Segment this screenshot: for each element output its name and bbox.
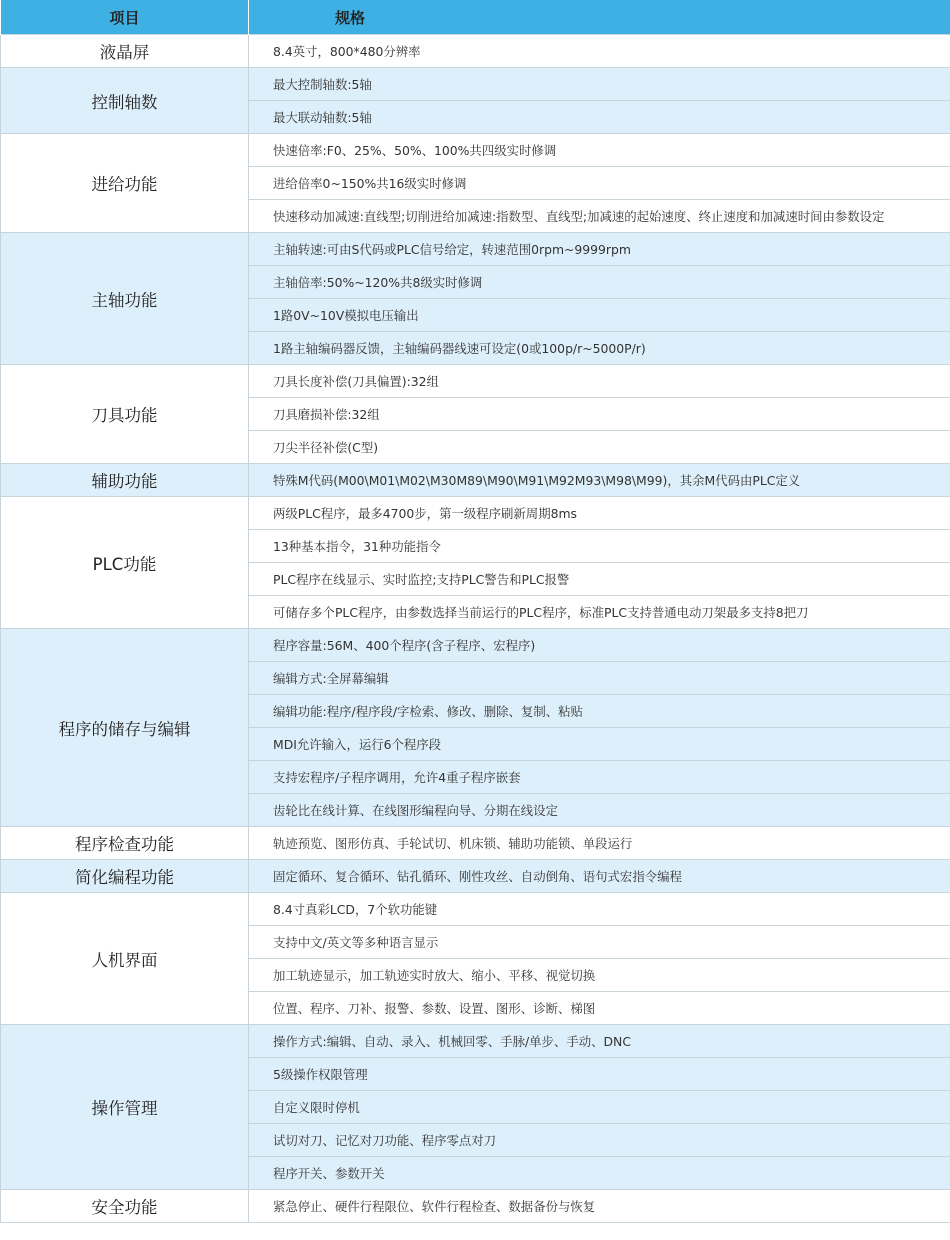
spec-cell: 最大联动轴数:5轴: [249, 101, 950, 134]
spec-cell: 加工轨迹显示，加工轨迹实时放大、缩小、平移、视觉切换: [249, 959, 950, 992]
item-cell: 控制轴数: [1, 68, 249, 134]
table-row: [1, 893, 950, 926]
spec-cell: 轨迹预览、图形仿真、手轮试切、机床锁、辅助功能锁、单段运行: [249, 827, 950, 860]
header-row: [1, 0, 950, 35]
spec-cell: 程序容量:56M、400个程序(含子程序、宏程序): [249, 629, 950, 662]
spec-cell: 程序开关、参数开关: [249, 1157, 950, 1190]
spec-cell: 8.4寸真彩LCD，7个软功能键: [249, 893, 950, 926]
table-row: [1, 629, 950, 662]
item-cell: 进给功能: [1, 134, 249, 233]
spec-cell: 固定循环、复合循环、钻孔循环、刚性攻丝、自动倒角、语句式宏指令编程: [249, 860, 950, 893]
spec-cell: 最大控制轴数:5轴: [249, 68, 950, 101]
item-cell: 操作管理: [1, 1025, 249, 1190]
spec-cell: 主轴转速:可由S代码或PLC信号给定，转速范围0rpm~9999rpm: [249, 233, 950, 266]
spec-cell: 13种基本指令，31种功能指令: [249, 530, 950, 563]
item-cell: 人机界面: [1, 893, 249, 1025]
item-cell: 刀具功能: [1, 365, 249, 464]
spec-cell: 齿轮比在线计算、在线图形编程向导、分期在线设定: [249, 794, 950, 827]
spec-cell: 试切对刀、记忆对刀功能、程序零点对刀: [249, 1124, 950, 1157]
item-cell: 安全功能: [1, 1190, 249, 1223]
table-row: [1, 233, 950, 266]
table-body: [1, 35, 950, 1223]
spec-cell: 进给倍率0~150%共16级实时修调: [249, 167, 950, 200]
spec-cell: 编辑功能:程序/程序段/字检索、修改、删除、复制、粘贴: [249, 695, 950, 728]
item-cell: 液晶屏: [1, 35, 249, 68]
item-cell: 程序检查功能: [1, 827, 249, 860]
spec-cell: 操作方式:编辑、自动、录入、机械回零、手脉/单步、手动、DNC: [249, 1025, 950, 1058]
spec-cell: 自定义限时停机: [249, 1091, 950, 1124]
spec-cell: 特殊M代码(M00\M01\M02\M30M89\M90\M91\M92M93\M98\M99)，其余M代码由PLC定义: [249, 464, 950, 497]
table-row: [1, 1190, 950, 1223]
table-row: [1, 1025, 950, 1058]
item-cell: PLC功能: [1, 497, 249, 629]
spec-cell: 刀尖半径补偿(C型): [249, 431, 950, 464]
header-item: 项目: [1, 0, 249, 35]
table-row: [1, 827, 950, 860]
spec-cell: PLC程序在线显示、实时监控;支持PLC警告和PLC报警: [249, 563, 950, 596]
spec-cell: 可储存多个PLC程序，由参数选择当前运行的PLC程序，标准PLC支持普通电动刀架最多支持8把刀: [249, 596, 950, 629]
table-row: [1, 464, 950, 497]
spec-cell: MDI允许输入，运行6个程序段: [249, 728, 950, 761]
table-row: [1, 365, 950, 398]
item-cell: 简化编程功能: [1, 860, 249, 893]
table-row: [1, 68, 950, 101]
spec-cell: 刀具磨损补偿:32组: [249, 398, 950, 431]
header-spec: 规格: [249, 0, 950, 35]
item-cell: 主轴功能: [1, 233, 249, 365]
spec-cell: 快速倍率:F0、25%、50%、100%共四级实时修调: [249, 134, 950, 167]
item-cell: 辅助功能: [1, 464, 249, 497]
table-row: [1, 35, 950, 68]
spec-cell: 快速移动加减速:直线型;切削进给加减速:指数型、直线型;加减速的起始速度、终止速度和加减速时间由参数设定: [249, 200, 950, 233]
spec-cell: 主轴倍率:50%~120%共8级实时修调: [249, 266, 950, 299]
spec-cell: 5级操作权限管理: [249, 1058, 950, 1091]
spec-cell: 支持宏程序/子程序调用，允许4重子程序嵌套: [249, 761, 950, 794]
item-cell: 程序的储存与编辑: [1, 629, 249, 827]
spec-cell: 刀具长度补偿(刀具偏置):32组: [249, 365, 950, 398]
spec-cell: 位置、程序、刀补、报警、参数、设置、图形、诊断、梯图: [249, 992, 950, 1025]
table-header: [1, 0, 950, 35]
spec-cell: 1路0V~10V模拟电压输出: [249, 299, 950, 332]
spec-cell: 编辑方式:全屏幕编辑: [249, 662, 950, 695]
table-row: [1, 860, 950, 893]
spec-cell: 8.4英寸，800*480分辨率: [249, 35, 950, 68]
table-row: [1, 497, 950, 530]
spec-cell: 支持中文/英文等多种语言显示: [249, 926, 950, 959]
table-row: [1, 134, 950, 167]
spec-cell: 紧急停止、硬件行程限位、软件行程检查、数据备份与恢复: [249, 1190, 950, 1223]
spec-cell: 1路主轴编码器反馈，主轴编码器线速可设定(0或100p/r~5000P/r): [249, 332, 950, 365]
spec-cell: 两级PLC程序，最多4700步，第一级程序刷新周期8ms: [249, 497, 950, 530]
